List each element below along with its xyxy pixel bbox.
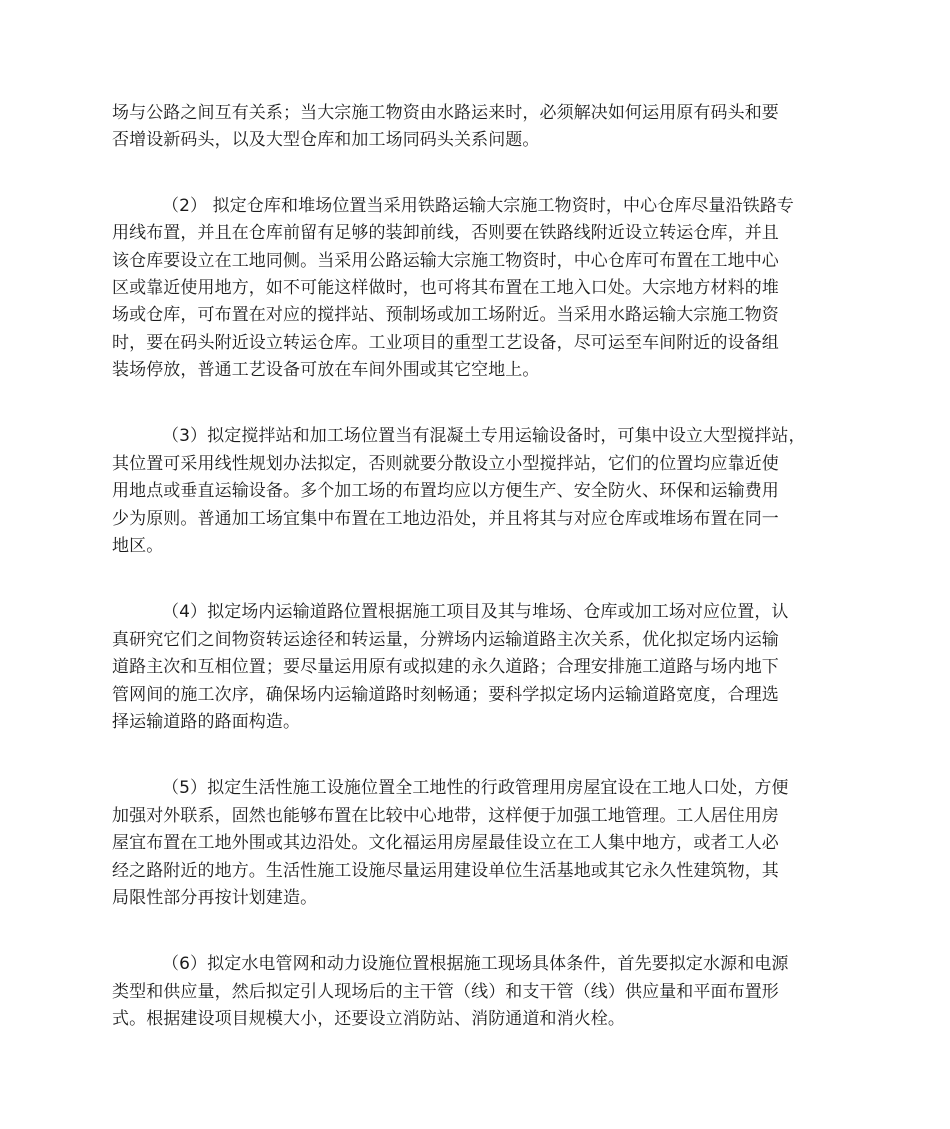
paragraph-line: 时，要在码头附近设立转运仓库。工业项目的重型工艺设备，尽可运至车间附近的设备组 — [112, 333, 779, 353]
paragraph-line: （3）拟定搅拌站和加工场位置当有混凝土专用运输设备时，可集中设立大型搅拌站， — [162, 426, 806, 446]
paragraph-line: 局限性部分再按计划建造。 — [112, 888, 318, 908]
paragraph-line: 经之路附近的地方。生活性施工设施尽量运用建设单位生活基地或其它永久性建筑物，其 — [112, 861, 779, 881]
paragraph-line: 屋宜布置在工地外围或其边沿处。文化福运用房屋最佳设立在工人集中地方，或者工人必 — [112, 833, 779, 853]
paragraph-line: 类型和供应量，然后拟定引人现场后的主干管（线）和支干管（线）供应量和平面布置形 — [112, 982, 779, 1002]
paragraph-line: 管网间的施工次序，确保场内运输道路时刻畅通；要科学拟定场内运输道路宽度，合理选 — [112, 685, 779, 705]
paragraph-line: 地区。 — [112, 536, 164, 556]
paragraph-line: 式。根据建设项目规模大小，还要设立消防站、消防通道和消火栓。 — [112, 1009, 625, 1029]
paragraph-line: 场或仓库，可布置在对应的搅拌站、预制场或加工场附近。当采用水路运输大宗施工物资 — [112, 305, 779, 325]
paragraph-line: 区或靠近使用地方，如不可能这样做时，也可将其布置在工地入口处。大宗地方材料的堆 — [112, 278, 779, 298]
paragraph-line: 装场停放，普通工艺设备可放在车间外围或其它空地上。 — [112, 360, 540, 380]
paragraph-line: 其位置可采用线性规划办法拟定，否则就要分散设立小型搅拌站，它们的位置均应靠近使 — [112, 454, 779, 474]
paragraph-line: （2） 拟定仓库和堆场位置当采用铁路运输大宗施工物资时，中心仓库尽量沿铁路专 — [162, 196, 795, 216]
paragraph-line: （6）拟定水电管网和动力设施位置根据施工现场具体条件，首先要拟定水源和电源 — [162, 954, 789, 974]
paragraph-line: 场与公路之间互有关系；当大宗施工物资由水路运来时，必须解决如何运用原有码头和要 — [112, 103, 779, 123]
paragraph-line: 该仓库要设立在工地同侧。当采用公路运输大宗施工物资时，中心仓库可布置在工地中心 — [112, 251, 779, 271]
paragraph-line: 道路主次和互相位置；要尽量运用原有或拟建的永久道路；合理安排施工道路与场内地下 — [112, 657, 779, 677]
paragraph-line: 否增设新码头，以及大型仓库和加工场同码头关系问题。 — [112, 130, 540, 150]
paragraph-line: 择运输道路的路面构造。 — [112, 712, 301, 732]
paragraph-line: 加强对外联系，固然也能够布置在比较中心地带，这样便于加强工地管理。工人居住用房 — [112, 806, 779, 826]
paragraph-line: 用地点或垂直运输设备。多个加工场的布置均应以方便生产、安全防火、环保和运输费用 — [112, 481, 779, 501]
paragraph-line: 用线布置，并且在仓库前留有足够的装卸前线，否则要在铁路线附近设立转运仓库，并且 — [112, 223, 779, 243]
paragraph-line: 少为原则。普通加工场宜集中布置在工地边沿处，并且将其与对应仓库或堆场布置在同一 — [112, 509, 779, 529]
paragraph-line: （4）拟定场内运输道路位置根据施工项目及其与堆场、仓库或加工场对应位置，认 — [162, 602, 789, 622]
paragraph-line: 真研究它们之间物资转运途径和转运量，分辨场内运输道路主次关系，优化拟定场内运输 — [112, 630, 779, 650]
paragraph-line: （5）拟定生活性施工设施位置全工地性的行政管理用房屋宜设在工地人口处，方便 — [162, 778, 789, 798]
